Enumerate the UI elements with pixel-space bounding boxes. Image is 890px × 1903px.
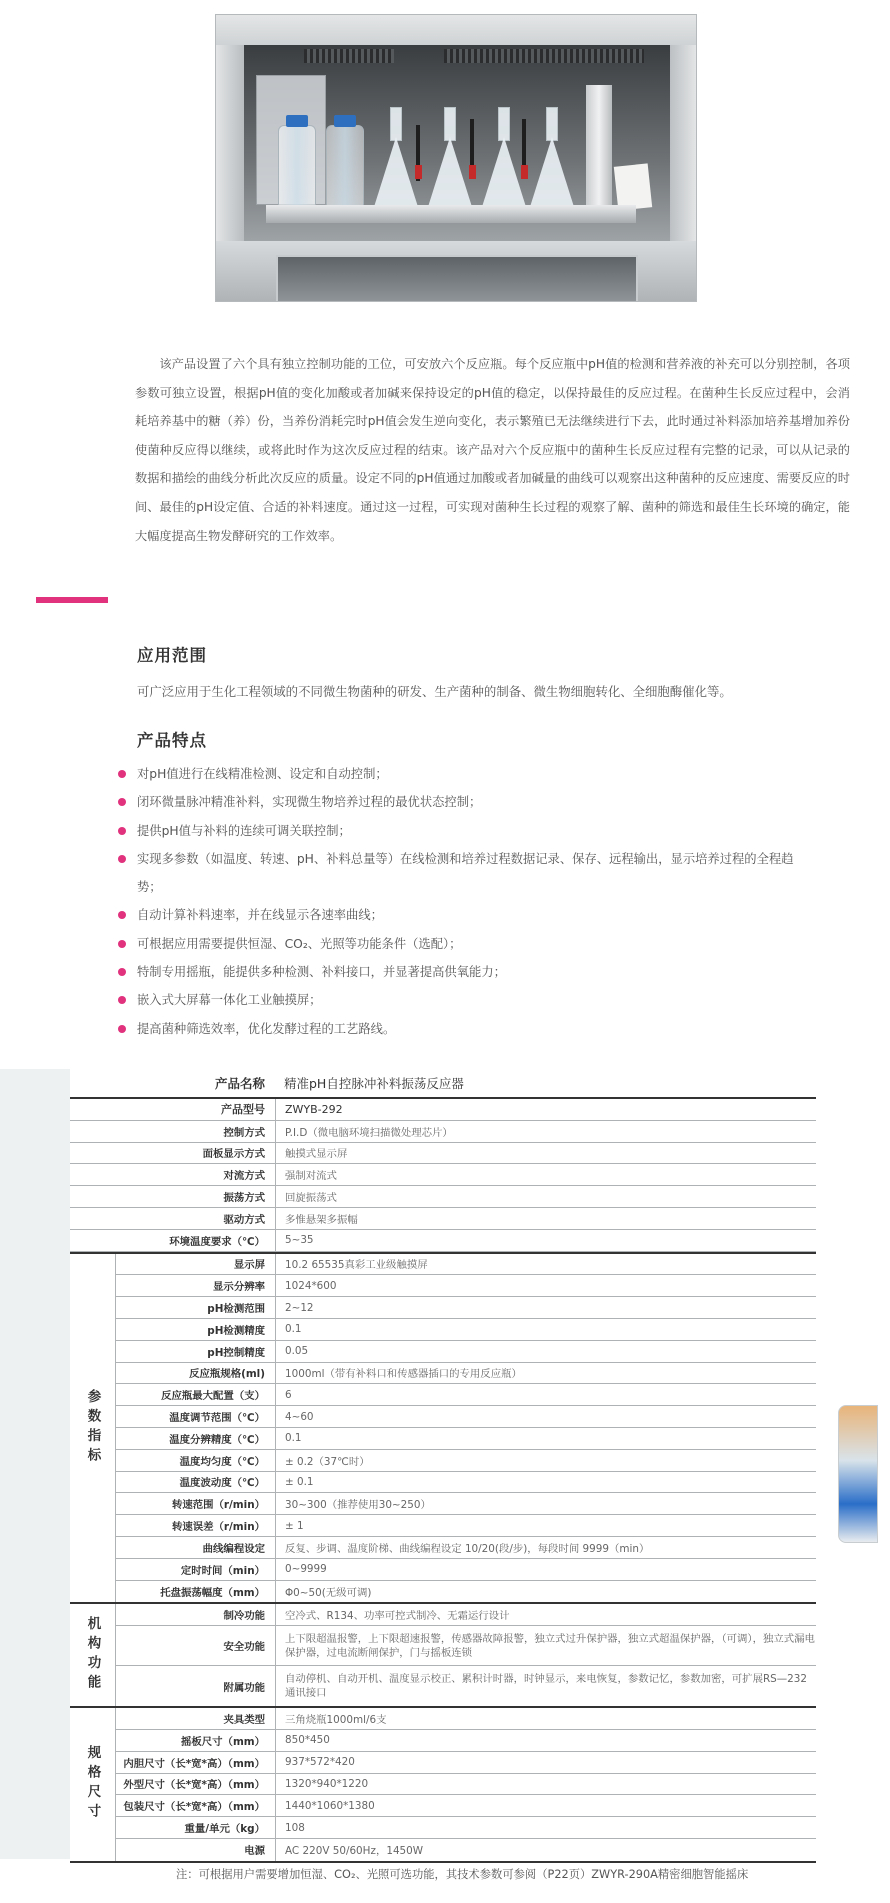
spec-value: ± 0.2（37℃时） [275, 1450, 816, 1471]
spec-value: 10.2 65535真彩工业级触摸屏 [275, 1254, 816, 1275]
spec-value: 30~300（推荐使用30~250） [275, 1493, 816, 1514]
feature-item: 可根据应用需要提供恒湿、CO₂、光照等功能条件（选配）； [118, 930, 818, 958]
spec-value: 4~60 [275, 1406, 816, 1427]
spec-value: 触摸式显示屏 [275, 1143, 816, 1164]
spec-key: 摇板尺寸（mm） [181, 1735, 265, 1748]
features-title: 产品特点 [137, 731, 207, 750]
spec-value: ZWYB-292 [275, 1099, 816, 1120]
spec-value: AC 220V 50/60Hz，1450W [275, 1839, 816, 1861]
spec-key: 定时时间（min） [180, 1564, 265, 1577]
spec-key: 制冷功能 [223, 1610, 265, 1623]
table-row [116, 1254, 816, 1276]
spec-key: 对流方式 [223, 1170, 265, 1183]
feature-item: 闭环微量脉冲精准补料，实现微生物培养过程的最优状态控制； [118, 788, 818, 816]
table-row [116, 1384, 816, 1406]
spec-key: pH控制精度 [207, 1346, 265, 1359]
group-label: 机构功能 [70, 1604, 116, 1706]
bullet-dot-icon [118, 940, 126, 948]
spec-value: P.I.D（微电脑环境扫描微处理芯片） [275, 1121, 816, 1142]
table-row [116, 1450, 816, 1472]
spec-value: 5~35 [275, 1230, 816, 1251]
general-rows [70, 1099, 816, 1252]
spec-value: 自动停机、自动开机、温度显示校正、累积计时器，时钟显示，来电恢复，参数记忆，参数加密，可扩展RS—232通讯接口 [275, 1666, 816, 1706]
spec-key: 曲线编程设定 [202, 1542, 265, 1555]
table-row [116, 1537, 816, 1559]
spec-value: 三角烧瓶1000ml/6支 [275, 1708, 816, 1729]
table-row [116, 1297, 816, 1319]
spec-table [70, 1069, 816, 1863]
spec-key: 包装尺寸（长*宽*高）（mm） [123, 1801, 265, 1814]
spec-key: 转速误差（r/min） [171, 1521, 265, 1534]
spec-value: 反复、步调、温度阶梯、曲线编程设定 10/20(段/步)，每段时间 9999（min） [275, 1537, 816, 1558]
intro-paragraph: 该产品设置了六个具有独立控制功能的工位，可安放六个反应瓶。每个反应瓶中pH值的检测和营养液的补充可以分别控制，各项参数可独立设置，根据pH值的变化加酸或者加碱来保持设定的pH值的稳定，以保持最佳的反应过程。在菌种生长反应过程中，会消耗培养基中的糖（养）份，当养份消耗完时pH值会发生逆向变化，表示繁殖已无法继续进行下去，此时通过补料添加培养基增加养份使菌种反应得以继续，或将此时作为这次反应过程的结束。该产品对六个反应瓶中的菌种生长反应过程有完整的记录，可以从记录的数据和描绘的曲线分析此次反应的质量。设定不同的pH值通过加酸或者加碱量的曲线可以观察出这种菌种的反应速度、需要反应的时间、最佳的pH设定值、合适的补料速度。通过这一过程，可实现对菌种生长过程的观察了解、菌种的筛选和最佳生长环境的确定，能大幅度提高生物发酵研究的工作效率。 [135, 357, 850, 543]
spec-key: pH检测精度 [207, 1324, 265, 1337]
apply-title: 应用范围 [137, 646, 207, 665]
params-group [70, 1252, 816, 1605]
bullet-dot-icon [118, 968, 126, 976]
size-rows [116, 1708, 816, 1861]
table-row [70, 1186, 816, 1208]
mech-rows [116, 1604, 816, 1706]
bullet-dot-icon [118, 855, 126, 863]
spec-value: 6 [275, 1384, 816, 1405]
feature-item: 对pH值进行在线精准检测、设定和自动控制； [118, 760, 818, 788]
spec-key: 转速范围（r/min） [171, 1499, 265, 1512]
spec-key: 反应瓶规格(ml) [189, 1368, 265, 1381]
feature-item: 嵌入式大屏幕一体化工业触摸屏； [118, 986, 818, 1014]
bullet-dot-icon [118, 798, 126, 806]
spec-key: pH检测范围 [207, 1303, 265, 1316]
spec-value: ± 1 [275, 1515, 816, 1536]
spec-key: 内胆尺寸（长*宽*高）（mm） [123, 1757, 265, 1770]
feature-item: 特制专用摇瓶，能提供多种检测、补料接口，并显著提高供氧能力； [118, 958, 818, 986]
spec-value: 0.05 [275, 1341, 816, 1362]
table-row [70, 1099, 816, 1121]
spec-value: 1024*600 [275, 1275, 816, 1296]
spec-key: 安全功能 [223, 1641, 265, 1654]
spec-value: 强制对流式 [275, 1164, 816, 1185]
spec-key: 振荡方式 [223, 1192, 265, 1205]
table-row [70, 1208, 816, 1230]
table-row [116, 1730, 816, 1752]
spec-value: 1440*1060*1380 [275, 1795, 816, 1816]
table-row [116, 1472, 816, 1494]
params-rows [116, 1254, 816, 1603]
spec-key: 附属功能 [223, 1681, 265, 1694]
spec-key: 环境温度要求（℃） [169, 1235, 265, 1248]
table-row [116, 1428, 816, 1450]
table-row [116, 1319, 816, 1341]
table-row [70, 1143, 816, 1165]
table-row [116, 1626, 816, 1666]
spec-key: 夹具类型 [223, 1714, 265, 1727]
feature-item: 提供pH值与补料的连续可调关联控制； [118, 817, 818, 845]
spec-key: 控制方式 [223, 1126, 265, 1139]
spec-key: 外型尺寸（长*宽*高）（mm） [123, 1779, 265, 1792]
features-list [118, 760, 818, 1043]
feature-item: 自动计算补料速率，并在线显示各速率曲线； [118, 901, 818, 929]
spec-value: 2~12 [275, 1297, 816, 1318]
spec-value: 0.1 [275, 1319, 816, 1340]
footnote: 注：可根据用户需要增加恒湿、CO₂、光照可选功能，其技术参数可参阅（P22页）ZWYR-290A精密细胞智能摇床 [176, 1868, 749, 1881]
feature-item: 提高菌种筛选效率，优化发酵过程的工艺路线。 [118, 1015, 818, 1043]
spec-key: 面板显示方式 [202, 1148, 265, 1161]
table-row [116, 1275, 816, 1297]
apply-text: 可广泛应用于生化工程领域的不同微生物菌种的研发、生产菌种的制备、微生物细胞转化、全细胞酶催化等。 [137, 684, 732, 699]
spec-value: 回旋振荡式 [275, 1186, 816, 1207]
table-row [116, 1839, 816, 1861]
spec-key: 驱动方式 [223, 1213, 265, 1226]
bullet-dot-icon [118, 1025, 126, 1033]
bullet-dot-icon [118, 911, 126, 919]
table-row [116, 1604, 816, 1626]
table-row [70, 1230, 816, 1252]
table-row [70, 1121, 816, 1143]
mech-group [70, 1604, 816, 1708]
spec-key: 温度均匀度（℃） [179, 1455, 265, 1468]
spec-value: ± 0.1 [275, 1472, 816, 1493]
feature-item: 实现多参数（如温度、转速、pH、补料总量等）在线检测和培养过程数据记录、保存、远程输出，显示培养过程的全程趋势； [118, 845, 818, 902]
table-row [70, 1069, 816, 1099]
product-photo [215, 14, 697, 302]
spec-key: 产品名称 [214, 1076, 265, 1091]
table-row [116, 1666, 816, 1706]
spec-value: 空冷式、R134、功率可控式制冷、无霜运行设计 [275, 1604, 816, 1625]
accent-bar [36, 597, 108, 603]
table-row [116, 1581, 816, 1603]
bullet-dot-icon [118, 770, 126, 778]
table-row [116, 1493, 816, 1515]
spec-key: 温度调节范围（℃） [169, 1412, 265, 1425]
spec-key: 温度波动度（℃） [179, 1477, 265, 1490]
size-group [70, 1708, 816, 1863]
table-row [116, 1341, 816, 1363]
spec-value: 0.1 [275, 1428, 816, 1449]
spec-key: 托盘振荡幅度（mm） [160, 1586, 265, 1599]
table-row [116, 1406, 816, 1428]
spec-key: 电源 [244, 1845, 265, 1858]
spec-value: Φ0~50(无级可调) [275, 1581, 816, 1603]
table-row [116, 1515, 816, 1537]
spec-value: 多惟悬架多振幅 [275, 1208, 816, 1229]
bullet-dot-icon [118, 827, 126, 835]
spec-key: 温度分辨精度（℃） [169, 1433, 265, 1446]
spec-key: 反应瓶最大配置（支） [161, 1390, 265, 1403]
spec-value: 精准pH自控脉冲补料振荡反应器 [284, 1076, 464, 1091]
spec-key: 重量/单元（kg） [184, 1823, 265, 1835]
bullet-dot-icon [118, 996, 126, 1004]
table-row [116, 1752, 816, 1774]
table-row [116, 1795, 816, 1817]
table-row [116, 1363, 816, 1385]
table-row [70, 1164, 816, 1186]
spec-key: 显示屏 [233, 1259, 265, 1272]
side-thumbnail[interactable] [838, 1405, 878, 1543]
table-side-band [0, 1069, 70, 1859]
spec-key: 产品型号 [221, 1103, 265, 1117]
spec-value: 850*450 [275, 1730, 816, 1751]
spec-value: 1320*940*1220 [275, 1774, 816, 1795]
spec-value: 108 [275, 1817, 816, 1838]
spec-value: 1000ml（带有补料口和传感器插口的专用反应瓶） [275, 1363, 816, 1384]
spec-value: 0~9999 [275, 1559, 816, 1580]
table-row [116, 1559, 816, 1581]
group-label: 参数指标 [70, 1254, 116, 1603]
spec-key: 显示分辨率 [213, 1281, 265, 1294]
spec-value: 上下限超温报警，上下限超速报警，传感器故障报警，独立式过升保护器，独立式超温保护器，（可调），独立式漏电保护器，过电流断闸保护，门与摇板连锁 [275, 1626, 816, 1665]
table-row [116, 1708, 816, 1730]
spec-value: 937*572*420 [275, 1752, 816, 1773]
table-row [116, 1817, 816, 1839]
table-row [116, 1774, 816, 1796]
group-label: 规格尺寸 [70, 1708, 116, 1861]
